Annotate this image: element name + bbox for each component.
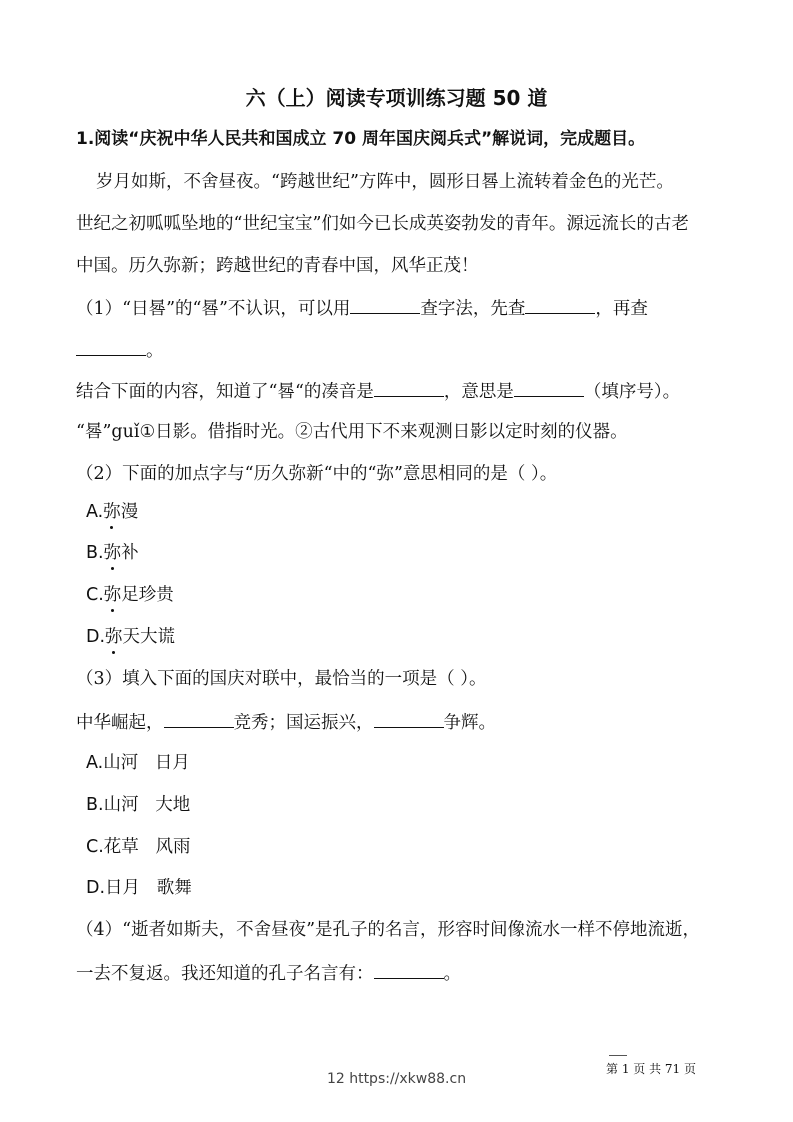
option-text: 足珍贵 [121, 585, 174, 605]
sub4-text-a: 一去不复返。我还知道的孔子名言有： [76, 964, 374, 984]
sub-question-4: （4）“逝者如斯夫，不舍昼夜”是孔子的名言，形容时间像流水一样不停地流逝， [76, 920, 701, 940]
option-letter: A. [86, 502, 104, 522]
option-c[interactable] [86, 583, 174, 607]
option-text: 花草 风雨 [103, 837, 191, 857]
option-b[interactable] [86, 541, 139, 565]
option-a[interactable] [86, 751, 190, 775]
dotted-char: 弥 [105, 627, 123, 647]
sub4-text-b: 。 [443, 964, 461, 984]
option-text: 日月 歌舞 [105, 878, 192, 898]
option-letter: D. [86, 627, 106, 647]
option-b[interactable] [86, 793, 190, 817]
watermark-url[interactable]: 12 https://xkw88.cn [326, 1071, 467, 1087]
answer-blank[interactable] [374, 378, 444, 397]
page-title: 六（上）阅读专项训练习题 50 道 [245, 86, 548, 110]
option-letter: B. [86, 795, 104, 815]
question-heading: 1.阅读“庆祝中华人民共和国成立 70 周年国庆阅兵式”解说词，完成题目。 [76, 129, 646, 149]
sub1-line2-b: ，意思是 [443, 382, 514, 402]
sub-question-1-cont [76, 337, 164, 363]
passage-line-2: 世纪之初呱呱坠地的“世纪宝宝”们如今已长成英姿勃发的青年。源远流长的古老 [76, 214, 689, 234]
passage-line-3: 中国。历久弥新；跨越世纪的青春中国，风华正茂！ [76, 256, 479, 276]
sub-question-3: （3）填入下面的国庆对联中，最恰当的一项是（ ）。 [76, 669, 487, 689]
option-text: 山河 日月 [103, 753, 190, 773]
answer-blank[interactable] [164, 709, 234, 728]
option-letter: D. [86, 878, 106, 898]
couplet-text-b: 竞秀；国运振兴， [233, 713, 374, 733]
option-text: 漫 [120, 502, 139, 522]
answer-blank[interactable] [374, 709, 444, 728]
couplet-text-a: 中华崛起， [76, 713, 164, 733]
answer-blank[interactable] [350, 295, 420, 314]
option-text: 山河 大地 [103, 795, 191, 815]
sub1-text-c: ，再查 [595, 299, 648, 319]
answer-blank[interactable] [76, 337, 146, 356]
option-c[interactable] [86, 835, 191, 859]
sub1-text-d: 。 [146, 341, 164, 361]
answer-blank[interactable] [514, 378, 584, 397]
option-letter: A. [86, 753, 104, 773]
sub-question-1-line2 [76, 378, 680, 404]
option-letter: B. [86, 543, 104, 563]
page-number: 第 1 页 共 71 页 [606, 1062, 696, 1076]
sub1-text-b: 查字法，先查 [420, 299, 526, 319]
couplet-text-c: 争辉。 [443, 713, 496, 733]
option-letter: C. [86, 585, 104, 605]
answer-blank[interactable] [525, 295, 595, 314]
sub-question-1 [76, 295, 648, 321]
option-d[interactable] [86, 625, 175, 649]
option-d[interactable] [86, 876, 192, 900]
sub-question-4-cont [76, 960, 461, 986]
option-a[interactable] [86, 500, 138, 524]
sub-question-2: （2）下面的加点字与“历久弥新“中的“弥”意思相同的是（ ）。 [76, 464, 558, 484]
option-text: 补 [121, 543, 139, 563]
option-letter: C. [86, 837, 104, 857]
dotted-char: 弥 [103, 543, 122, 563]
couplet-line [76, 709, 496, 735]
dotted-char: 弥 [103, 585, 122, 605]
dictionary-entry: “晷”guǐ①日影。借指时光。②古代用下不来观测日影以定时刻的仪器。 [76, 422, 628, 442]
option-text: 天大谎 [122, 627, 176, 647]
footer-rule [609, 1055, 627, 1056]
answer-blank[interactable] [374, 960, 444, 979]
passage-line-1: 岁月如斯，不舍昼夜。“跨越世纪”方阵中，圆形日晷上流转着金色的光芒。 [96, 172, 674, 192]
sub1-line2-a: 结合下面的内容，知道了“晷“的凑音是 [76, 382, 374, 402]
sub1-line2-c: （填序号）。 [583, 382, 681, 402]
sub1-text-a: （1）“日晷”的“晷”不认识，可以用 [76, 299, 351, 319]
dotted-char: 弥 [103, 502, 121, 522]
